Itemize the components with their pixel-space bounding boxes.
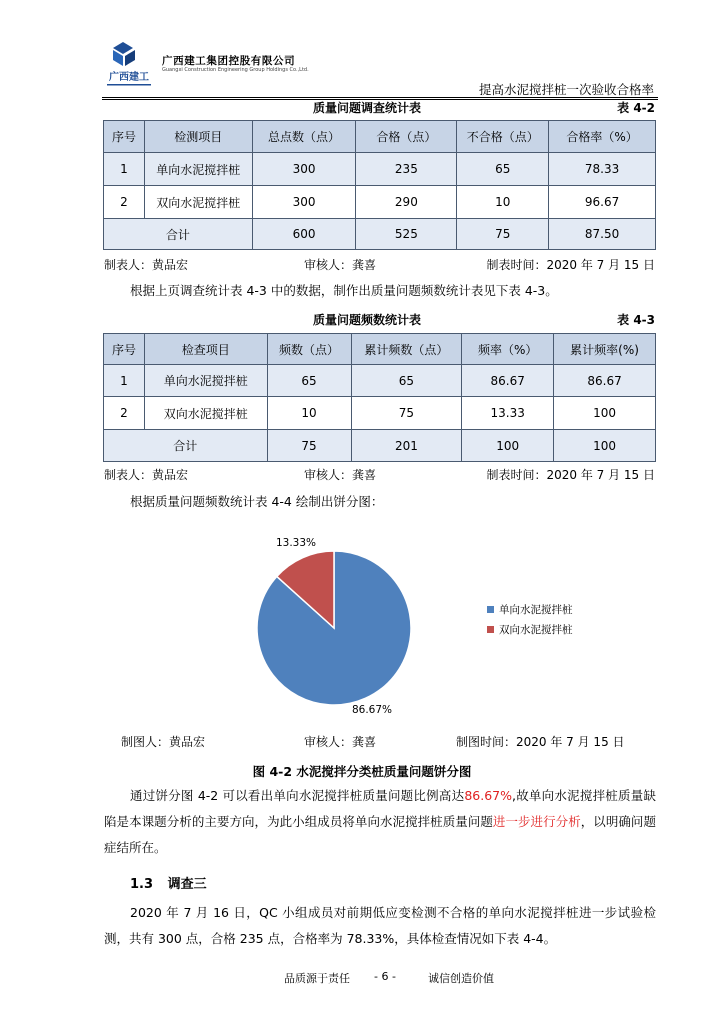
text-span: 通过饼分图 4-2 可以看出单向水泥搅拌桩质量问题比例高达 [130,788,465,803]
table1-maker: 制表人：黄品宏 [104,258,189,272]
table-total-row [104,219,656,250]
figure-caption: 图 4-2 水泥搅拌分类桩质量问题饼分图 [252,764,472,779]
table-header-cell: 不合格（点） [457,121,549,153]
table-cell: 87.50 [549,219,656,250]
table2-maker: 制表人：黄品宏 [104,468,189,482]
table-row [104,153,656,186]
table2-reviewer: 审核人：龚喜 [304,468,377,482]
table-cell: 13.33 [462,397,554,430]
table2-caption: 质量问题频数统计表 [313,313,422,327]
table-cell: 2 [104,186,145,219]
table-header-cell: 合格率（%） [549,121,656,153]
table-cell: 单向水泥搅拌桩 [144,153,252,186]
table-cell: 96.67 [549,186,656,219]
section-heading [130,873,207,892]
paragraph-intro-table2: 根据上页调查统计表 4-3 中的数据，制作出质量问题频数统计表见下表 4-3。 [130,283,558,298]
pie-chart [200,525,620,725]
chart-maker: 制图人：黄品宏 [121,735,206,749]
table-cell: 201 [351,430,462,462]
table-cell: 双向水泥搅拌桩 [144,186,252,219]
table1-number: 表 4-2 [617,101,655,115]
table-cell: 100 [554,397,656,430]
legend-label: 单向水泥搅拌桩 [499,604,573,616]
table-cell: 300 [252,186,356,219]
legend-label: 双向水泥搅拌桩 [499,624,573,636]
table-cell: 235 [356,153,457,186]
table-row [104,186,656,219]
table-cell: 600 [252,219,356,250]
footer-right-slogan: 诚信创造价值 [428,972,494,985]
table-header-row [104,334,656,365]
table-cell: 合计 [104,219,253,250]
paragraph-survey-three: 2020 年 7 月 16 日，QC 小组成员对前期低应变检测不合格的单向水泥搅拌桩进一步试验检测，共有 300 点，合格 235 点，合格率为 78.33%，具体检查情况如下表 4-4。 [104,905,656,946]
legend-swatch [487,606,494,613]
document-title: 提高水泥搅拌桩一次验收合格率 [478,82,654,97]
highlight-further-analysis: 进一步进行分析 [492,814,581,829]
quality-frequency-table [103,333,656,462]
chart-date: 制图时间：2020 年 7 月 15 日 [456,735,625,749]
table2-number: 表 4-3 [617,313,655,327]
table-cell: 86.67 [462,365,554,397]
table-header-cell: 累计频数（点） [351,334,462,365]
table-row [104,397,656,430]
pie-data-label: 86.67% [351,704,393,716]
table-cell: 525 [356,219,457,250]
table-cell: 2 [104,397,145,430]
text-span: ，以明确问题症结所在。 [104,814,656,855]
table1-reviewer: 审核人：龚喜 [304,258,377,272]
text-span: ,故单向水泥搅拌桩质量缺陷是本课题分析的主要方向，为此小组成员将单向水泥搅拌桩质量问题 [104,788,656,829]
pie-data-label: 13.33% [275,537,317,549]
table1-date: 制表时间：2020 年 7 月 15 日 [486,258,655,272]
highlight-percentage: 86.67% [464,788,512,803]
page-number: - 6 - [374,970,396,983]
svg-text:广西建工: 广西建工 [109,72,149,83]
table-cell: 65 [267,365,351,397]
table-header-cell: 检测项目 [144,121,252,153]
table-cell: 10 [457,186,549,219]
table-header-cell: 序号 [104,334,145,365]
table-header-cell: 总点数（点） [252,121,356,153]
table-row [104,365,656,397]
table-cell: 100 [462,430,554,462]
company-logo [103,40,155,90]
table-header-cell: 序号 [104,121,145,153]
table-cell: 78.33 [549,153,656,186]
table2-date: 制表时间：2020 年 7 月 15 日 [486,468,655,482]
table-cell: 单向水泥搅拌桩 [144,365,267,397]
legend-swatch [487,626,494,633]
table-cell: 10 [267,397,351,430]
table-cell: 75 [267,430,351,462]
table-cell: 100 [554,430,656,462]
table-header-cell: 累计频率(%) [554,334,656,365]
section-number: 1.3 [130,877,154,892]
table-cell: 75 [457,219,549,250]
company-name-en: Guangxi Construction Engineering Group Holdings Co.,Ltd. [162,67,309,73]
table-cell: 双向水泥搅拌桩 [144,397,267,430]
table-total-row [104,430,656,462]
table-header-cell: 合格（点） [356,121,457,153]
table-header-row [104,121,656,153]
table-cell: 65 [457,153,549,186]
table-cell: 75 [351,397,462,430]
section-title: 调查三 [167,877,207,892]
table-cell: 1 [104,365,145,397]
table-header-cell: 频数（点） [267,334,351,365]
paragraph-analysis [104,783,656,861]
table-cell: 1 [104,153,145,186]
table-header-cell: 检查项目 [144,334,267,365]
company-name-cn: 广西建工集团控股有限公司 [162,55,296,67]
footer-left-slogan: 品质源于责任 [284,972,350,985]
table-cell: 300 [252,153,356,186]
paragraph-intro-chart: 根据质量问题频数统计表 4-4 绘制出饼分图： [130,494,384,509]
table-cell: 合计 [104,430,268,462]
table1-caption: 质量问题调查统计表 [313,101,422,115]
quality-survey-table [103,120,656,250]
chart-reviewer: 审核人：龚喜 [304,735,377,749]
table-header-cell: 频率（%） [462,334,554,365]
table-cell: 65 [351,365,462,397]
table-cell: 86.67 [554,365,656,397]
table-cell: 290 [356,186,457,219]
